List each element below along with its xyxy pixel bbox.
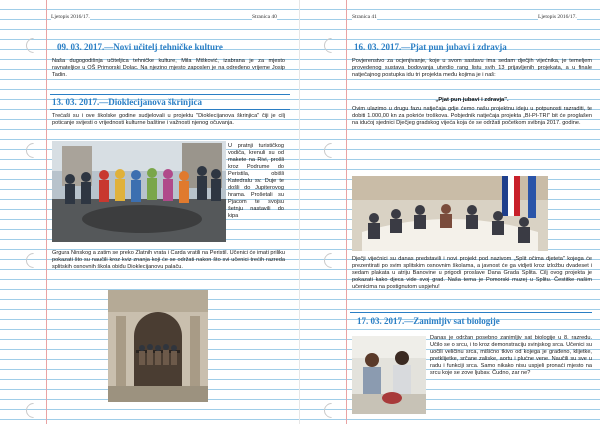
article-body: Danas je održan posebno zanimljiv sat biologije u 8. razredu. Učilo se o srcu, i to kroz demonstraciju svinjskog srca. Učenici su uočili veličinu srca, mišićno tkivo od kojega je građeno, klijetke, pretklijetke, srčane zaliske, aortu i plućne vene. Naučili su sve u radu i funkciji srca. Samo nikako nisu uspjeli pronaći mjesto na srcu koje se zove ljubav. Čudno, zar ne? xyxy=(430,335,592,376)
article-intro: Trećaši su i ove školske godine sudjelovali u projektu "Dioklecijanova škrinjica" čiji je cilj poticanje svijesti o vrijednosti kulturne baštine i važnosti njenog očuvanja. xyxy=(52,113,285,126)
article-title: 17. 03. 2017.—Zanimljiv sat biologije xyxy=(357,316,500,326)
article-title: 16. 03. 2017.—Pjat pun jubavi i zdravja xyxy=(354,42,507,52)
binder-hole-icon xyxy=(23,250,44,271)
header-page-number: Stranica 40 xyxy=(252,14,277,20)
header-left: Ljetopis 2016/17. xyxy=(51,14,90,20)
binder-hole-icon xyxy=(321,35,342,56)
article-title: 13. 03. 2017.—Dioklecijanova škrinjica xyxy=(52,97,202,107)
project-quote: „Pjat pun jubavi i zdravja". xyxy=(435,97,509,103)
palace-photo xyxy=(108,290,208,402)
binder-hole-icon xyxy=(23,400,44,421)
binder-hole-icon xyxy=(321,140,342,161)
header-right: Ljetopis 2016/17. xyxy=(538,14,577,20)
divider xyxy=(50,109,290,110)
binder-hole-icon xyxy=(23,140,44,161)
binder-hole-icon xyxy=(321,250,342,271)
article-title: 09. 03. 2017.—Novi učitelj tehničke kulture xyxy=(57,42,223,52)
article-body: Naša dugogodišnja učiteljica tehničke kulture, Mila Mišković, izabrana je za mjesto ravnateljice u OŠ Primorski Dolac. Na njezino mjesto zaposlen je na određeno vrijeme Josip Tadin. xyxy=(52,58,285,78)
divider xyxy=(50,94,290,95)
council-photo xyxy=(352,176,548,251)
binder-hole-icon xyxy=(23,35,44,56)
header-page-number: Stranica 41 xyxy=(352,14,377,20)
class-photo xyxy=(52,141,226,242)
article-body: Povjerenstvo za ocjenjivanje, koje u svom sastavu ima sedam dječjih vijećnika, je temeljem provedenog sustava bodovanja utvrdio rang listu svih 13 prijavljenih projekata, a u finale natječajnog postupka idu tri projekta među kojima je i naš: xyxy=(352,58,592,78)
biology-photo xyxy=(352,336,426,414)
article-body-2: Ovim ulazimo u drugu fazu natječaja gdje ćemo našu projektnu ideju u potpunosti razraditi, te dobiti 1.000,00 kn za pokriće troškova. Pobjednik natječaja projekta „BI-PI-TRI" bit će proglašen na idućoj sjednici Dječjeg gradskog vijeća koja će se održati početkom svibnja 2017. godine. xyxy=(352,106,592,126)
margin-line xyxy=(346,0,347,424)
margin-line xyxy=(46,0,47,424)
article-body-3: Dječji vijećnici su danas predstavili i novi projekt pod nazivom „Split očima djeteta" kojega će prezentirati po svim splitskim osnovnim školama, a javnost će ga vidjeti kroz izložbu dvadeset i sedam plakata u atriju Banovine u prigodi proslave Dana Grada Splita. Cilj ovog projekta je pokazati kako djeca vide svoj grad. Naša tema je Pomorski muzej u Splitu. Čestitke našim učenicima na postignutom uspjehu! xyxy=(352,256,592,290)
article-continued: Grgura Ninskog a zatim se preko Zlatnih vrata i Carda vratili na Peristil. Učenici će imati priliku pokazati što su naučili kroz kviz znanja koji će se održati nakon što svi učenici trećih razreda splitskih osnovnih škola obiđu Dioklecijanovu palaču. xyxy=(52,250,285,270)
binder-hole-icon xyxy=(321,400,342,421)
article-side-text: U pratnji turističkog vodiča, krenuli su od makete na Rivi, prošli kroz Podrume do Peristila, obišli Katedralu sv. Duje te došli do Jupiterovog hrama. Prošetali su Pjacom te svojsu šetnju nastavili do kipa xyxy=(228,143,284,219)
divider xyxy=(350,312,592,313)
right-page xyxy=(300,0,600,424)
